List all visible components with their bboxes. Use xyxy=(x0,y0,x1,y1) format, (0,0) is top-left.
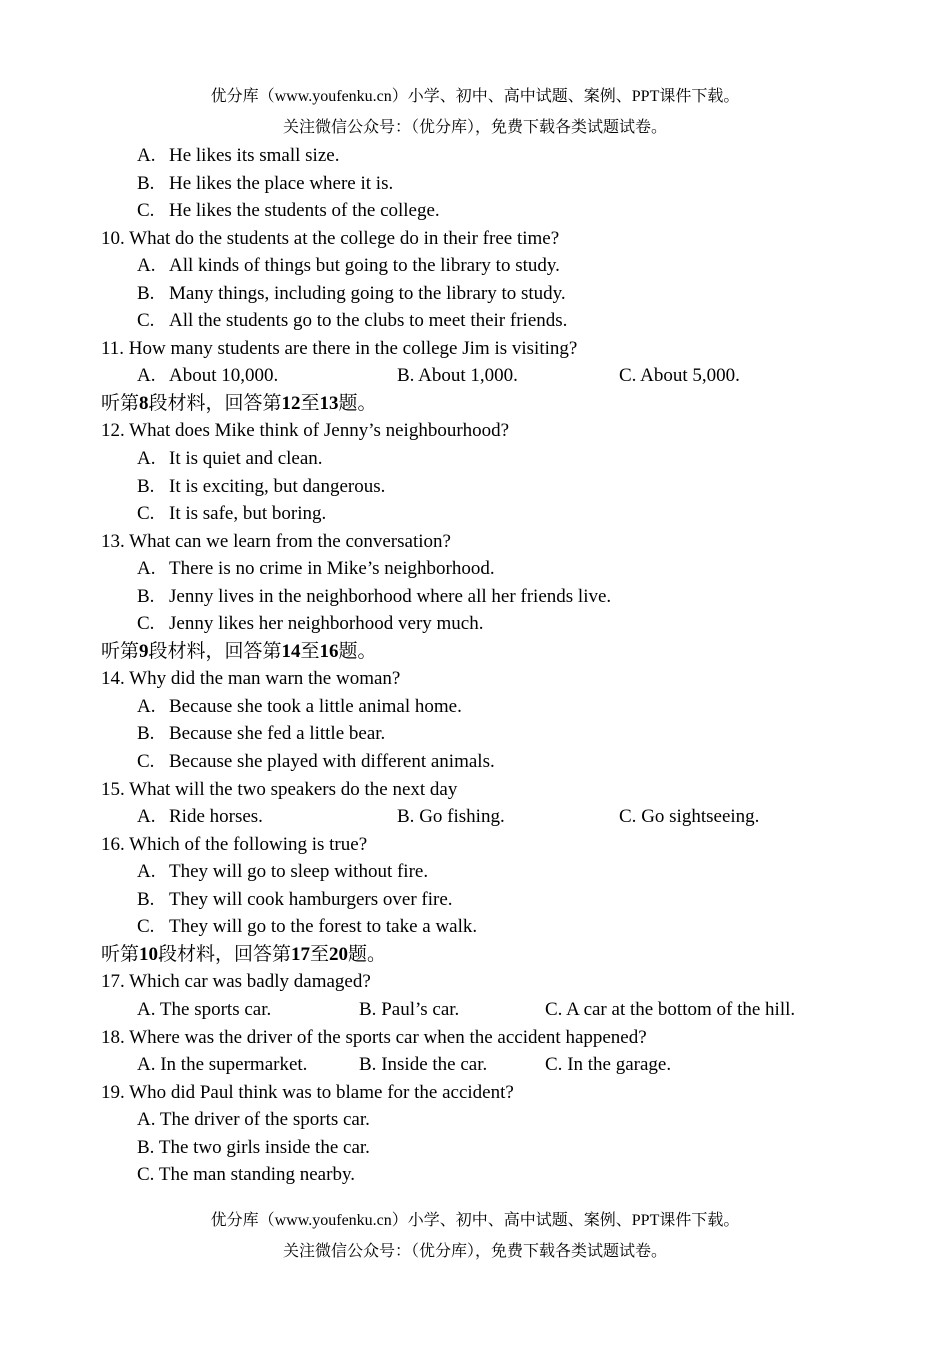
q15-option-a: A. Ride horses. xyxy=(137,806,263,828)
question-list xyxy=(0,142,950,1189)
q17-options-row xyxy=(0,996,950,1024)
q16-option-a: A. They will go to sleep without fire. xyxy=(137,861,429,883)
q15-options-row xyxy=(0,803,950,831)
q11-option-b: B. About 1,000. xyxy=(397,365,518,387)
q16-option-c: C. They will go to the forest to take a walk. xyxy=(137,916,478,938)
q18-options-row xyxy=(0,1051,950,1079)
q17-option-c: C. A car at the bottom of the hill. xyxy=(545,998,796,1020)
q16-option-b: B. They will cook hamburgers over fire. xyxy=(137,888,453,910)
q17-option-b: B. Paul’s car. xyxy=(359,998,460,1020)
q19-option-a: A. The driver of the sports car. xyxy=(137,1109,370,1131)
q19-option-b: B. The two girls inside the car. xyxy=(137,1136,370,1158)
q12-question: 12. What does Mike think of Jenny’s neighbourhood? xyxy=(101,420,510,442)
q13-option-b: B. Jenny lives in the neighborhood where all her friends live. xyxy=(137,585,612,607)
q14-option-b: B. Because she fed a little bear. xyxy=(137,723,386,745)
q16-question: 16. Which of the following is true? xyxy=(101,833,368,855)
q18-option-c: C. In the garage. xyxy=(545,1054,672,1076)
q11-option-a: A. About 10,000. xyxy=(137,365,279,387)
header-line-2: 关注微信公众号：（优分库），免费下载各类试题试卷。 xyxy=(282,119,667,136)
q10-question: 10. What do the students at the college do in their free time? xyxy=(101,227,560,249)
q14-option-a: A. Because she took a little animal home. xyxy=(137,695,462,717)
q11-option-c: C. About 5,000. xyxy=(619,365,740,387)
q18-option-b: B. Inside the car. xyxy=(359,1054,488,1076)
section-9-heading: 听第9段材料，回答第14至16题。 xyxy=(101,640,377,662)
section-8-heading: 听第8段材料，回答第12至13题。 xyxy=(101,392,377,414)
q15-question: 15. What will the two speakers do the next day xyxy=(101,778,458,800)
q12-option-a: A. It is quiet and clean. xyxy=(137,448,323,470)
q17-option-a: A. The sports car. xyxy=(137,998,272,1020)
q10-option-b: B. Many things, including going to the library to study. xyxy=(137,282,566,304)
footer-line-1: 优分库（www.youfenku.cn）小学、初中、高中试题、案例、PPT课件下载。 xyxy=(210,1212,740,1229)
q15-option-b: B. Go fishing. xyxy=(397,806,505,828)
q19-question: 19. Who did Paul think was to blame for the accident? xyxy=(101,1081,514,1103)
section-10-heading: 听第10段材料，回答第17至20题。 xyxy=(101,943,387,965)
q12-option-b: B. It is exciting, but dangerous. xyxy=(137,475,386,497)
q18-question: 18. Where was the driver of the sports car when the accident happened? xyxy=(101,1026,647,1048)
q11-options-row xyxy=(0,362,950,390)
q17-question: 17. Which car was badly damaged? xyxy=(101,971,371,993)
q18-option-a: A. In the supermarket. xyxy=(137,1054,308,1076)
q13-option-c: C. Jenny likes her neighborhood very much. xyxy=(137,613,484,635)
q9-option-b: B. He likes the place where it is. xyxy=(137,172,394,194)
q10-option-c: C. All the students go to the clubs to meet their friends. xyxy=(137,310,568,332)
q9-option-c: C. He likes the students of the college. xyxy=(137,200,440,222)
q9-option-a: A. He likes its small size. xyxy=(137,145,340,166)
header-line-1: 优分库（www.youfenku.cn）小学、初中、高中试题、案例、PPT课件下载。 xyxy=(210,88,740,105)
q12-option-c: C. It is safe, but boring. xyxy=(137,503,327,525)
q11-question: 11. How many students are there in the college Jim is visiting? xyxy=(101,337,578,359)
footer-line-2: 关注微信公众号：（优分库），免费下载各类试题试卷。 xyxy=(282,1243,667,1260)
q14-option-c: C. Because she played with different animals. xyxy=(137,751,495,773)
q19-option-c: C. The man standing nearby. xyxy=(137,1164,355,1186)
q13-question: 13. What can we learn from the conversation? xyxy=(101,530,451,552)
q13-option-a: A. There is no crime in Mike’s neighborhood. xyxy=(137,558,495,580)
q14-question: 14. Why did the man warn the woman? xyxy=(101,668,401,690)
q15-option-c: C. Go sightseeing. xyxy=(619,806,760,828)
q10-option-a: A. All kinds of things but going to the library to study. xyxy=(137,255,560,277)
